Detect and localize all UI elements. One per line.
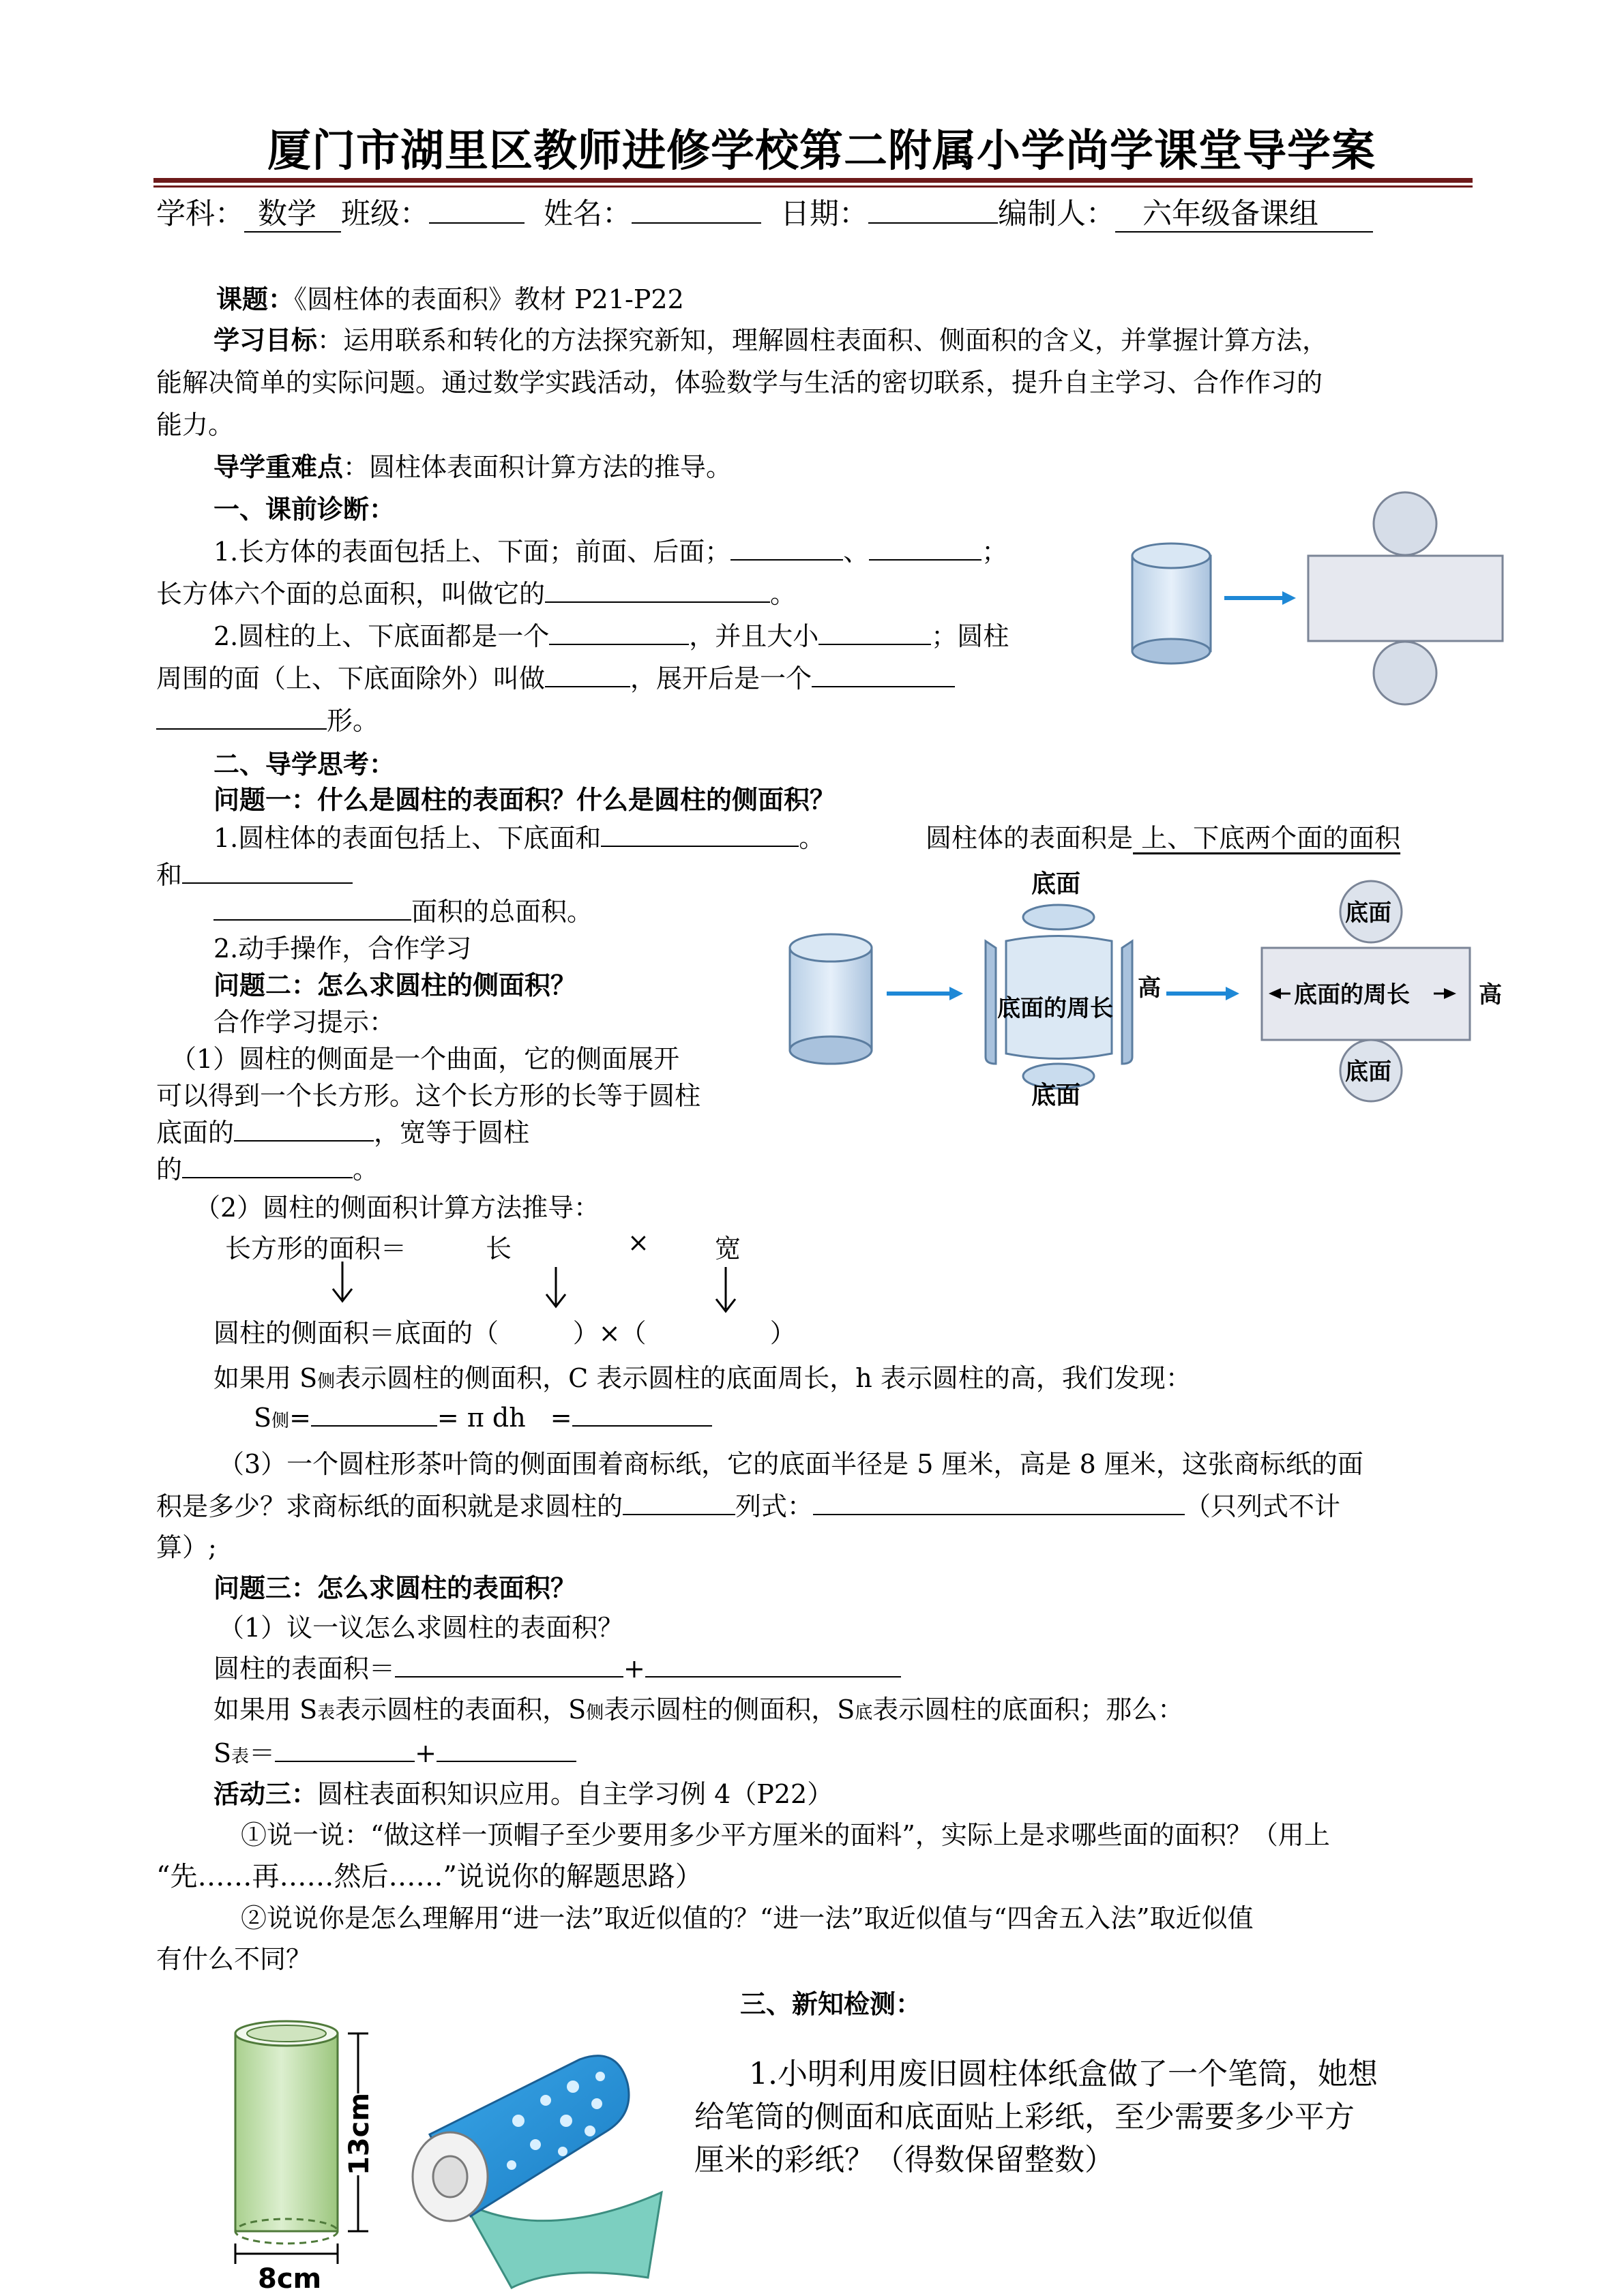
notation-line: 如果用 S侧表示圆柱的侧面积，C 表示圆柱的底面周长，h 表示圆柱的高，我们发现： [213, 1363, 1192, 1393]
blank[interactable] [549, 618, 689, 645]
section1-q1b: 长方体六个面的总面积，叫做它的 。 [156, 573, 796, 610]
topic-line [216, 278, 684, 316]
problem3-line1: （1）议一议怎么求圆柱的表面积？ [218, 1613, 624, 1643]
section1-heading: 一、课前诊断： [213, 494, 396, 524]
activity3-q2b: 有什么不同？ [156, 1944, 312, 1974]
blank[interactable] [812, 660, 955, 687]
problem1-line-d: 2.动手操作，合作学习 [213, 934, 472, 964]
diameter-label: 8cm [258, 2263, 322, 2291]
header-rule [153, 178, 1473, 183]
activity3-q1a: ①说一说：“做这样一顶帽子至少要用多少平方厘米的面料”，实际上是求哪些面的面积？（用上 [241, 1820, 1330, 1850]
step1-a: （1）圆柱的侧面是一个曲面，它的侧面展开 [171, 1044, 680, 1074]
formula-length: 长 [486, 1234, 512, 1264]
section1-q2b: 周围的面（上、下底面除外）叫做 ，展开后是一个 [156, 657, 955, 695]
arrow-icon [1166, 987, 1239, 1000]
blank[interactable] [572, 1399, 712, 1427]
net-top-label: 底面 [1345, 899, 1391, 927]
blank[interactable] [275, 1735, 415, 1762]
blank[interactable] [818, 618, 931, 645]
goal-line-3: 能力。 [156, 410, 235, 440]
name-label: 姓名： [544, 197, 632, 231]
cylinder-lateral-formula: 圆柱的侧面积＝底面的（ ）×（ ） [213, 1318, 796, 1348]
pen-holder-figure [225, 2018, 675, 2291]
problem2-heading: 问题二：怎么求圆柱的侧面积？ [213, 970, 577, 1000]
blank[interactable] [395, 1650, 623, 1678]
arrow-icon [887, 987, 963, 1000]
activity3-q1b: “先……再……然后……”说说你的解题思路） [156, 1861, 703, 1892]
activity3-q2a: ②说说你是怎么理解用“进一法”取近似值的？“进一法”取近似值与“四舍五入法”取近似值 [241, 1903, 1254, 1933]
diameter-dimension [235, 2243, 338, 2291]
goal-text: ：运用联系和转化的方法探究新知，理解圆柱表面积、侧面积的含义，并掌握计算方法， [317, 325, 1329, 355]
class-label: 班级： [341, 197, 429, 231]
check-q1-c: 厘米的彩纸？（得数保留整数） [694, 2143, 1114, 2177]
subject-label: 学科： [156, 197, 244, 231]
problem1-line-a: 1.圆柱体的表面包括上、下底面和 。 [213, 817, 825, 854]
section1-q1a: 1.长方体的表面包括上、下面；前面、后面； 、 ； [213, 531, 1007, 568]
unfold-height-label: 高 [1138, 974, 1161, 1002]
step2: （2）圆柱的侧面积计算方法推导： [194, 1193, 600, 1223]
activity3-line: 活动三：圆柱表面积知识应用。自主学习例 4（P22） [213, 1779, 833, 1809]
problem3-line3: 如果用 S表表示圆柱的表面积，S侧表示圆柱的侧面积，S底表示圆柱的底面积；那么： [213, 1695, 1184, 1725]
net-bottom-label: 底面 [1345, 1058, 1391, 1086]
class-field[interactable] [429, 193, 525, 224]
problem3-heading: 问题三：怎么求圆柱的表面积？ [213, 1573, 577, 1603]
section1-q2c: 形。 [156, 700, 379, 737]
unfold-bottom-label: 底面 [1031, 1082, 1081, 1109]
topic-value: 《圆柱体的表面积》教材 P21-P22 [294, 284, 684, 314]
definition-underlined: 上、下底两个面的面积 [1133, 823, 1401, 853]
down-arrow-icon [716, 1267, 735, 1311]
blank[interactable] [182, 856, 353, 884]
step3-b: 积是多少？求商标纸的面积就是求圆柱的 列式： （只列式不计 [156, 1485, 1340, 1523]
cylinder-unfold-figure [778, 859, 1514, 1118]
problem1-line-c: 面积的总面积。 [213, 891, 593, 928]
name-field[interactable] [632, 193, 761, 224]
down-arrow-icon [546, 1267, 565, 1307]
blank[interactable] [545, 660, 630, 687]
cylinder-net-figure [1125, 491, 1507, 709]
problem1-line-b: 和 [156, 854, 353, 891]
problem1-heading: 问题一：什么是圆柱的表面积？什么是圆柱的侧面积？ [213, 785, 836, 815]
coop-tip: 合作学习提示： [213, 1007, 396, 1037]
blank[interactable] [601, 820, 799, 847]
blank[interactable] [645, 1650, 901, 1678]
unfold-top-label: 底面 [1031, 870, 1081, 898]
key-points-line [213, 446, 732, 483]
editor-value[interactable]: 六年级备课组 [1115, 197, 1373, 233]
topic-label: 课题： [216, 284, 295, 314]
height-dimension [344, 2033, 375, 2231]
editor-label: 编制人： [998, 197, 1115, 231]
net-height-label: 高 [1479, 981, 1502, 1009]
blank[interactable] [182, 1151, 353, 1178]
blank[interactable] [545, 576, 770, 603]
page-title: 厦门市湖里区教师进修学校第二附属小学尚学课堂导学案 [267, 126, 1376, 177]
date-label: 日期： [780, 197, 868, 231]
step3-c: 算）; [156, 1532, 217, 1562]
check-q1-a: 1.小明利用废旧圆柱体纸盒做了一个笔筒，她想 [749, 2057, 1378, 2091]
key-value: ：圆柱体表面积计算方法的推导。 [343, 452, 733, 482]
check-q1-b: 给笔筒的侧面和底面贴上彩纸，至少需要多少平方 [694, 2100, 1355, 2134]
blank[interactable] [623, 1488, 735, 1515]
height-label: 13cm [344, 2092, 375, 2175]
rect-area-formula: 长方形的面积＝ [225, 1234, 407, 1264]
header-info-row [156, 191, 1373, 233]
blank[interactable] [730, 533, 843, 561]
blank[interactable] [869, 533, 981, 561]
blank[interactable] [234, 1114, 374, 1142]
goal-label: 学习目标 [213, 325, 318, 355]
pen-holder-cylinder [235, 2021, 338, 2243]
problem3-line2: 圆柱的表面积＝ + [213, 1648, 901, 1685]
step1-d: 的 。 [156, 1148, 379, 1186]
step3-a: （3）一个圆柱形茶叶筒的侧面围着商标纸，它的底面半径是 5 厘米，高是 8 厘米，这张商标纸的面 [218, 1449, 1363, 1479]
down-arrow-icon [333, 1262, 352, 1301]
section1-q2a: 2.圆柱的上、下底面都是一个 ，并且大小 ；圆柱 [213, 615, 1009, 653]
wrapping-paper-roll [413, 2056, 662, 2288]
section3-heading: 三、新知检测： [740, 1989, 922, 2019]
net-perimeter-label: 底面的周长 [1294, 981, 1410, 1009]
cylinder-shape [1132, 543, 1211, 664]
date-field[interactable] [868, 193, 998, 224]
goal-line-2: 能解决简单的实际问题。通过数学实践活动，体验数学与生活的密切联系，提升自主学习、合作作习的 [156, 368, 1323, 398]
goal-line-1 [213, 319, 1328, 357]
blank[interactable] [437, 1735, 576, 1762]
subject-value[interactable]: 数学 [244, 197, 341, 233]
header-rule-thin [153, 185, 1473, 188]
unfold-perimeter-label: 底面的周长 [997, 995, 1113, 1022]
blank[interactable] [156, 702, 327, 730]
step1-b: 可以得到一个长方形。这个长方形的长等于圆柱 [156, 1081, 701, 1111]
section2-heading: 二、导学思考： [213, 749, 396, 779]
key-label: 导学重难点 [213, 452, 344, 482]
blank[interactable] [813, 1488, 1185, 1515]
blank[interactable] [213, 893, 411, 921]
step1-c: 底面的 ，宽等于圆柱 [156, 1112, 529, 1149]
net-shape [1308, 492, 1503, 704]
formula-times: × [628, 1227, 649, 1257]
arrow-icon [1224, 591, 1296, 605]
problem3-line4: S表＝ + [213, 1732, 576, 1770]
problem1-definition: 圆柱体的表面积是 上、下底两个面的面积 [926, 823, 1401, 853]
cylinder-shape [790, 934, 872, 1064]
lateral-formula-blanks: S侧= = π dh = [254, 1399, 712, 1433]
blank[interactable] [311, 1399, 437, 1427]
formula-width: 宽 [715, 1234, 741, 1264]
